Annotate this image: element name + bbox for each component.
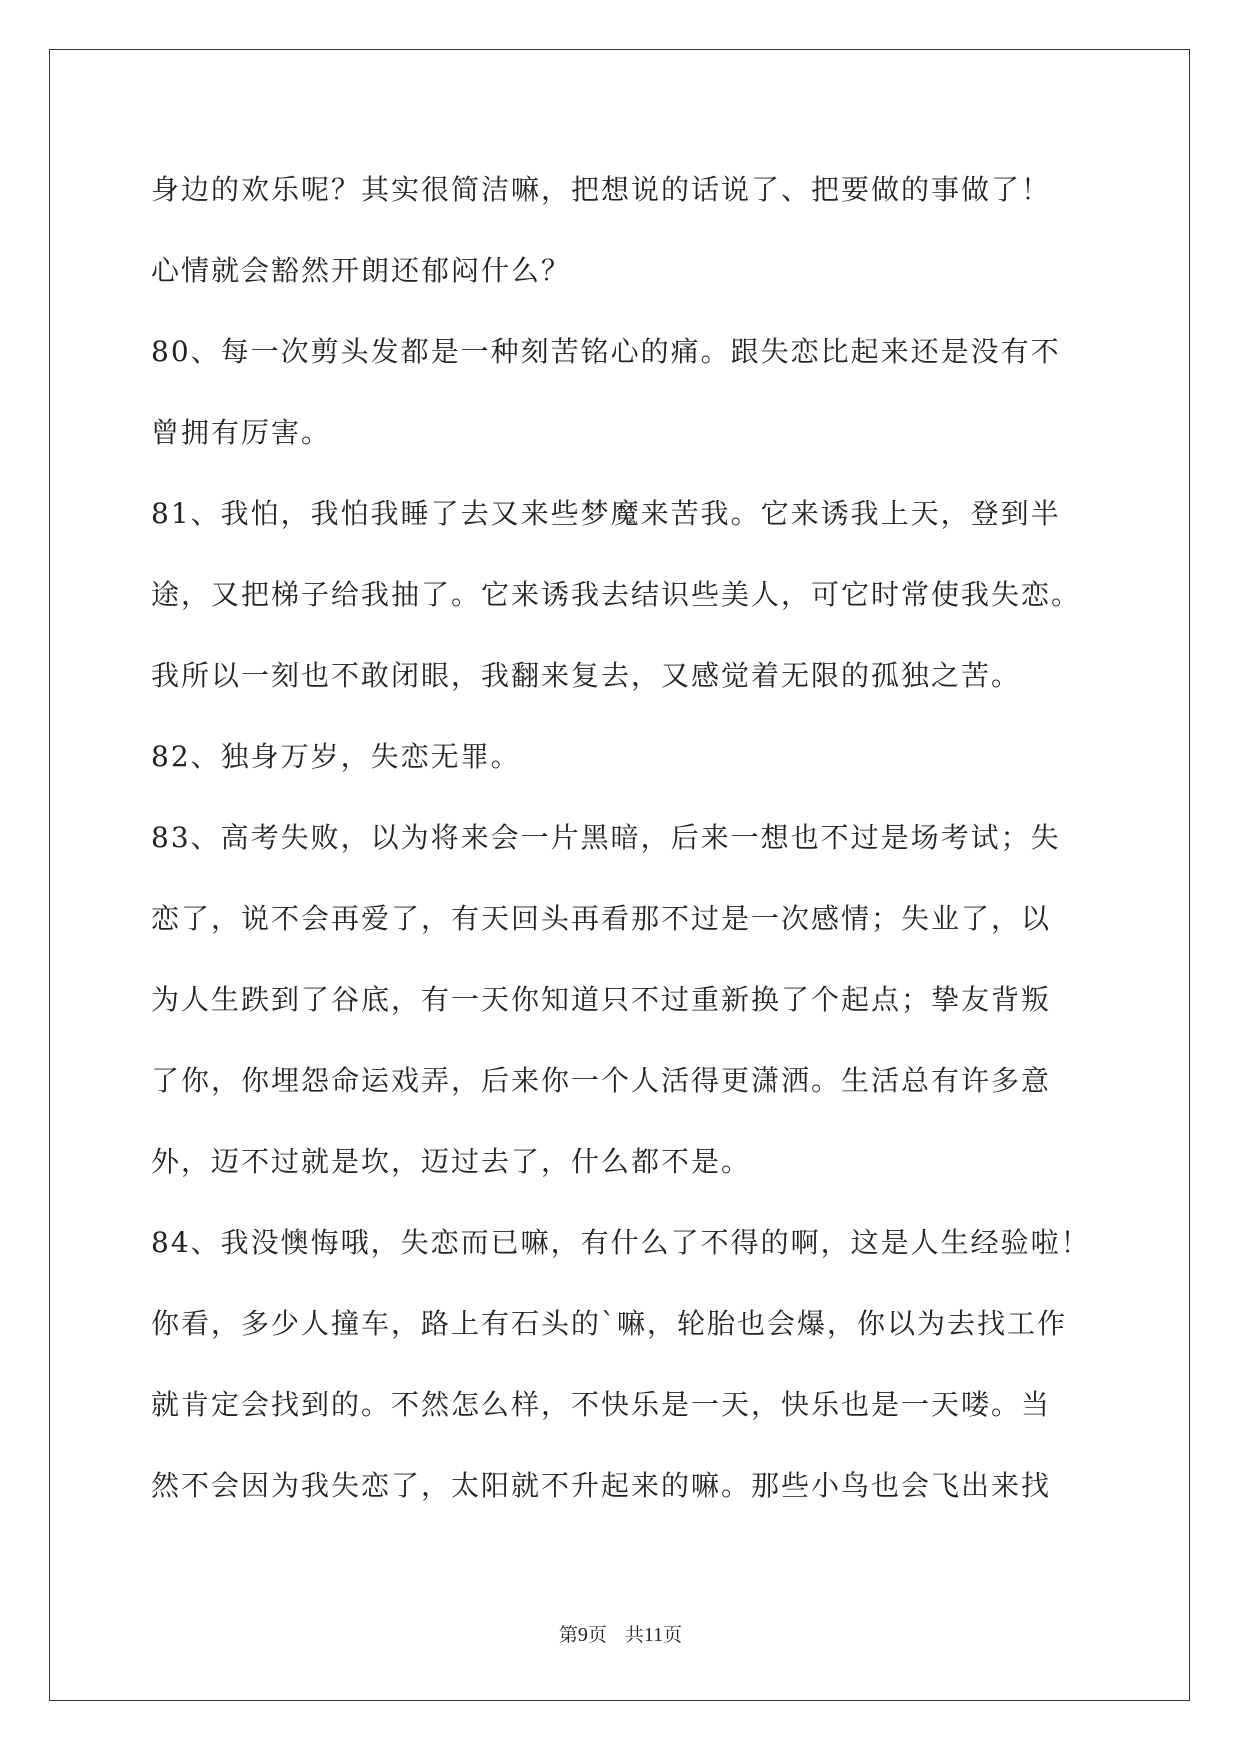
text-line: 84、我没懊悔哦，失恋而已嘛，有什么了不得的啊，这是人生经验啦！ bbox=[151, 1226, 1091, 1259]
text-line: 途，又把梯子给我抽了。它来诱我去结识些美人，可它时常使我失恋。 bbox=[151, 578, 1082, 611]
text-line: 心情就会豁然开朗还郁闷什么？ bbox=[151, 254, 572, 287]
page-footer bbox=[0, 1620, 1241, 1647]
text-line: 曾拥有厉害。 bbox=[151, 416, 332, 449]
page-current: 9 bbox=[577, 1624, 588, 1646]
total-unit: 页 bbox=[663, 1624, 683, 1646]
text-line: 外，迈不过就是坎，迈过去了，什么都不是。 bbox=[151, 1145, 752, 1178]
page-total: 11 bbox=[643, 1624, 664, 1646]
text-line: 恋了，说不会再爱了，有天回头再看那不过是一次感情；失业了，以 bbox=[151, 902, 1052, 935]
text-line: 82、独身万岁，失恋无罪。 bbox=[151, 740, 521, 773]
total-prefix: 共 bbox=[624, 1624, 644, 1646]
document-body bbox=[151, 160, 1101, 1537]
text-line: 我所以一刻也不敢闭眼，我翻来复去，又感觉着无限的孤独之苦。 bbox=[151, 659, 1022, 692]
page-unit: 页 bbox=[587, 1624, 607, 1646]
text-line: 81、我怕，我怕我睡了去又来些梦魔来苦我。它来诱我上天，登到半 bbox=[151, 497, 1061, 530]
text-line: 就肯定会找到的。不然怎么样，不快乐是一天，快乐也是一天喽。当 bbox=[151, 1388, 1052, 1421]
text-line: 然不会因为我失恋了，太阳就不升起来的嘛。那些小鸟也会飞出来找 bbox=[151, 1469, 1052, 1502]
page-prefix: 第 bbox=[558, 1624, 578, 1646]
text-line: 为人生跌到了谷底，有一天你知道只不过重新换了个起点；挚友背叛 bbox=[151, 983, 1052, 1016]
text-line: 身边的欢乐呢？其实很简洁嘛，把想说的话说了、把要做的事做了！ bbox=[151, 173, 1052, 206]
text-line: 了你，你埋怨命运戏弄，后来你一个人活得更潇洒。生活总有许多意 bbox=[151, 1064, 1052, 1097]
text-line: 80、每一次剪头发都是一种刻苦铭心的痛。跟失恋比起来还是没有不 bbox=[151, 335, 1061, 368]
text-line: 你看，多少人撞车，路上有石头的`嘛，轮胎也会爆，你以为去找工作 bbox=[151, 1307, 1068, 1340]
text-line: 83、高考失败，以为将来会一片黑暗，后来一想也不过是场考试；失 bbox=[151, 821, 1061, 854]
